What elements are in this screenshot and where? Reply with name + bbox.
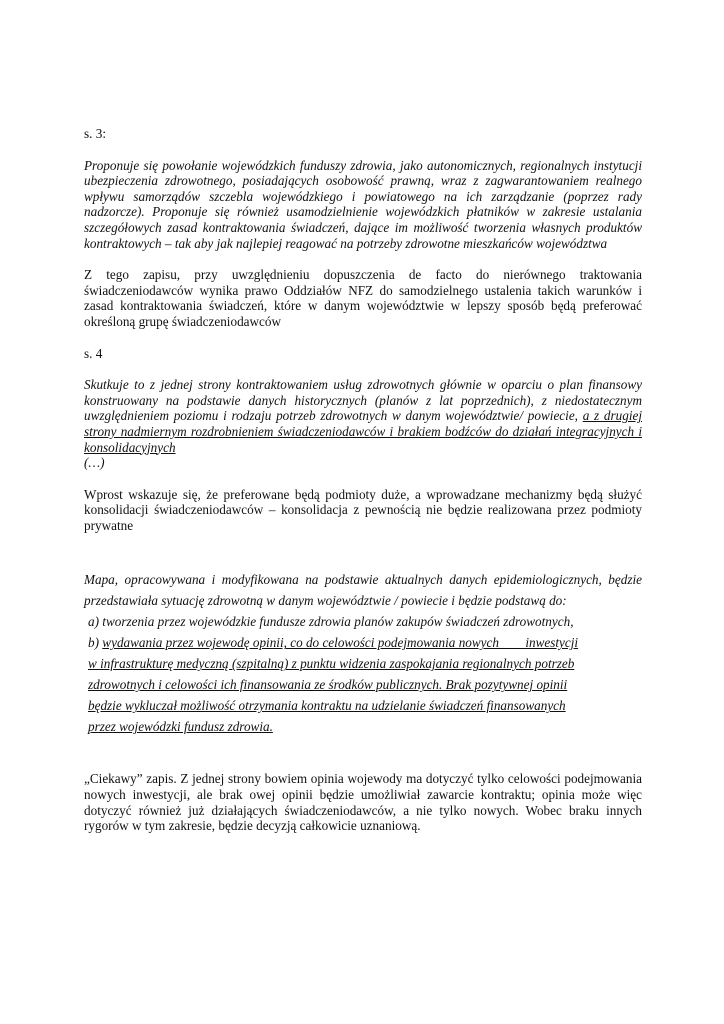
s4-quote-plain: Skutkuje to z jednej strony kontraktowaniem usług zdrowotnych głównie w oparciu o plan finansowy konstruowany na podstawie danych historycznych (planów z lat poprzednich), z niedostatecznym uwzględnieniem poziomu i rodzaju potrzeb zdrowotnych w danym województwie/ powiecie, bbox=[84, 377, 642, 424]
map-item-b-line4: będzie wykluczał możliwość otrzymania kontraktu na udzielanie świadczeń finansowanych bbox=[88, 698, 566, 714]
map-item-b-line2: w infrastrukturę medyczną (szpitalną) z punktu widzenia zaspokajania regionalnych potrzeb bbox=[88, 656, 575, 672]
map-item-b bbox=[88, 632, 642, 737]
section-s3-label: s. 3: bbox=[84, 126, 106, 141]
map-intro: Mapa, opracowywana i modyfikowana na podstawie aktualnych danych epidemiologicznych, będzie przedstawiała sytuację zdrowotną w danym województwie / powiecie i będzie podstawą do: bbox=[84, 572, 642, 609]
map-item-b-line1: wydawania przez wojewodę opinii, co do celowości podejmowania nowych inwestycji bbox=[102, 635, 579, 651]
map-item-b-line3: zdrowotnych i celowości ich finansowania ze środków publicznych. Brak pozytywnej opinii bbox=[88, 677, 568, 693]
map-list bbox=[84, 611, 642, 737]
section-s4-label: s. 4 bbox=[84, 345, 103, 361]
s4-comment: Wprost wskazuje się, że preferowane będą podmioty duże, a wprowadzane mechanizmy będą służyć konsolidacji świadczeniodawców – konsolidacja z pewnością nie będzie realizowana przez podmioty prywatne bbox=[84, 486, 642, 533]
map-item-a-text: a) tworzenia przez wojewódzkie fundusze zdrowia planów zakupów świadczeń zdrowotnych, bbox=[88, 614, 574, 630]
s4-quote-underlined: a z drugiej strony nadmiernym rozdrobnieniem świadczeniodawców i brakiem bodźców do działań integracyjnych i konsolidacyjnych bbox=[84, 408, 642, 455]
s3-comment: Z tego zapisu, przy uwzględnieniu dopuszczenia de facto do nierównego traktowania świadczeniodawców wynika prawo Oddziałów NFZ do samodzielnego ustalenia takich warunków i zasad kontraktowania świadczeń, które w danym województwie w lepszy sposób będą preferować określoną grupę świadczeniodawców bbox=[84, 267, 642, 329]
map-item-b-prefix: b) bbox=[88, 635, 103, 651]
map-item-b-line5: przez wojewódzki fundusz zdrowia. bbox=[88, 719, 273, 735]
final-comment: „Ciekawy” zapis. Z jednej strony bowiem opinia wojewody ma dotyczyć tylko celowości podejmowania nowych inwestycji, ale brak owej opinii będzie umożliwiał zawarcie kontraktu; opinia może więc dotyczyć również już działających świadczeniodawców, a nie tylko nowych. Wobec braku innych rygorów w tym zakresie, będzie decyzją całkowicie uznaniową. bbox=[84, 771, 642, 834]
map-item-a bbox=[88, 611, 642, 632]
s4-ellipsis: (…) bbox=[84, 455, 105, 471]
s3-quote: Proponuje się powołanie wojewódzkich funduszy zdrowia, jako autonomicznych, regionalnych instytucji ubezpieczenia zdrowotnego, posiadających osobowość prawną, wraz z zagwarantowaniem realnego wpływu samorządów szczebla wojewódzkiego i powiatowego na ich zarządzanie (poprzez rady nadzorcze). Proponuje się również usamodzielnienie wojewódzkich płatników w zakresie ustalania szczegółowych zasad kontraktowania świadczeń, dające im możliwość tworzenia własnych produktów kontraktowych – tak aby jak najlepiej reagować na potrzeby zdrowotne mieszkańców województwa bbox=[84, 157, 642, 251]
document-page bbox=[84, 126, 642, 834]
s4-quote bbox=[84, 377, 642, 455]
